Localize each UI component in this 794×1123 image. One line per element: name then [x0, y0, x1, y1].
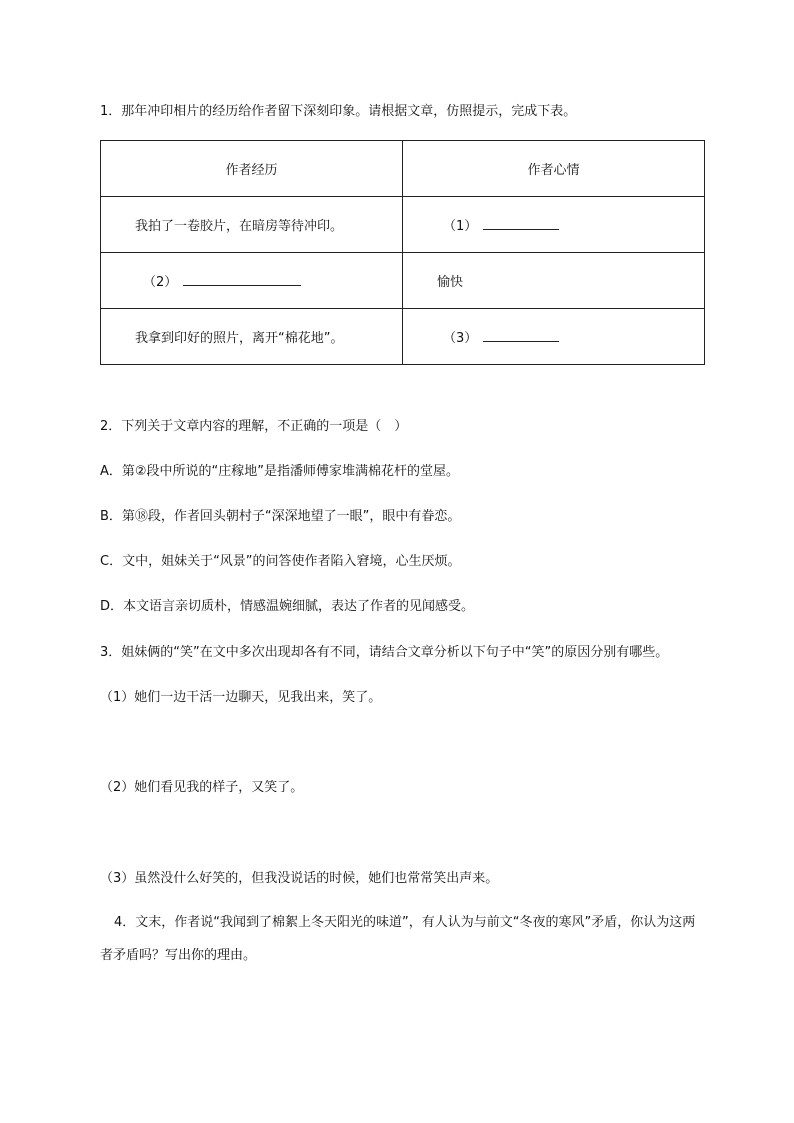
- row1-mood-cell: [403, 197, 705, 253]
- q3-prompt: 3．姐妹俩的“笑”在文中多次出现却各有不同，请结合文章分析以下句子中“笑”的原因分别有哪些。: [100, 645, 669, 660]
- table-row: [101, 309, 705, 365]
- row2-experience-cell: [101, 253, 403, 309]
- row1-mood-label: （1）: [443, 219, 478, 234]
- row3-mood-label: （3）: [443, 331, 478, 346]
- q1-prompt: 1．那年冲印相片的经历给作者留下深刻印象。请根据文章，仿照提示，完成下表。: [100, 104, 577, 119]
- row3-mood-cell: [403, 309, 705, 365]
- row2-experience-label: （2）: [143, 275, 178, 290]
- answer-blank-3[interactable]: [483, 328, 559, 342]
- q2-option-b: B．第⑱段，作者回头朝村子“深深地望了一眼”，眼中有眷恋。: [100, 509, 461, 524]
- table-row: [101, 253, 705, 309]
- row2-mood: 愉快: [403, 253, 705, 309]
- table-header-row: [101, 141, 705, 197]
- q2-option-c: C．文中，姐妹关于“风景”的问答使作者陷入窘境，心生厌烦。: [100, 554, 461, 569]
- q2-option-a: A．第②段中所说的“庄稼地”是指潘师傅家堆满棉花杆的堂屋。: [100, 464, 460, 479]
- q2-prompt: 2．下列关于文章内容的理解，不正确的一项是（ ）: [100, 419, 408, 434]
- header-mood: 作者心情: [403, 141, 705, 197]
- row3-experience: 我拿到印好的照片，离开“棉花地”。: [101, 309, 403, 365]
- answer-blank-2[interactable]: [183, 272, 301, 286]
- q2-option-d: D．本文语言亲切质朴，情感温婉细腻，表达了作者的见闻感受。: [100, 599, 475, 614]
- table-row: [101, 197, 705, 253]
- answer-blank-1[interactable]: [483, 216, 559, 230]
- q3-item-3: （3）虽然没什么好笑的，但我没说话的时候，她们也常常笑出声来。: [100, 871, 499, 886]
- experience-table: [100, 140, 705, 365]
- q3-item-1: （1）她们一边干活一边聊天，见我出来，笑了。: [100, 690, 382, 705]
- row1-experience: 我拍了一卷胶片，在暗房等待冲印。: [101, 197, 403, 253]
- q4-prompt: 4．文末，作者说“我闻到了棉絮上冬天阳光的味道”，有人认为与前文“冬夜的寒风”矛盾，你认为这两者矛盾吗？写出你的理由。: [100, 915, 696, 963]
- header-experience: 作者经历: [101, 141, 403, 197]
- q3-item-2: （2）她们看见我的样子，又笑了。: [100, 780, 304, 795]
